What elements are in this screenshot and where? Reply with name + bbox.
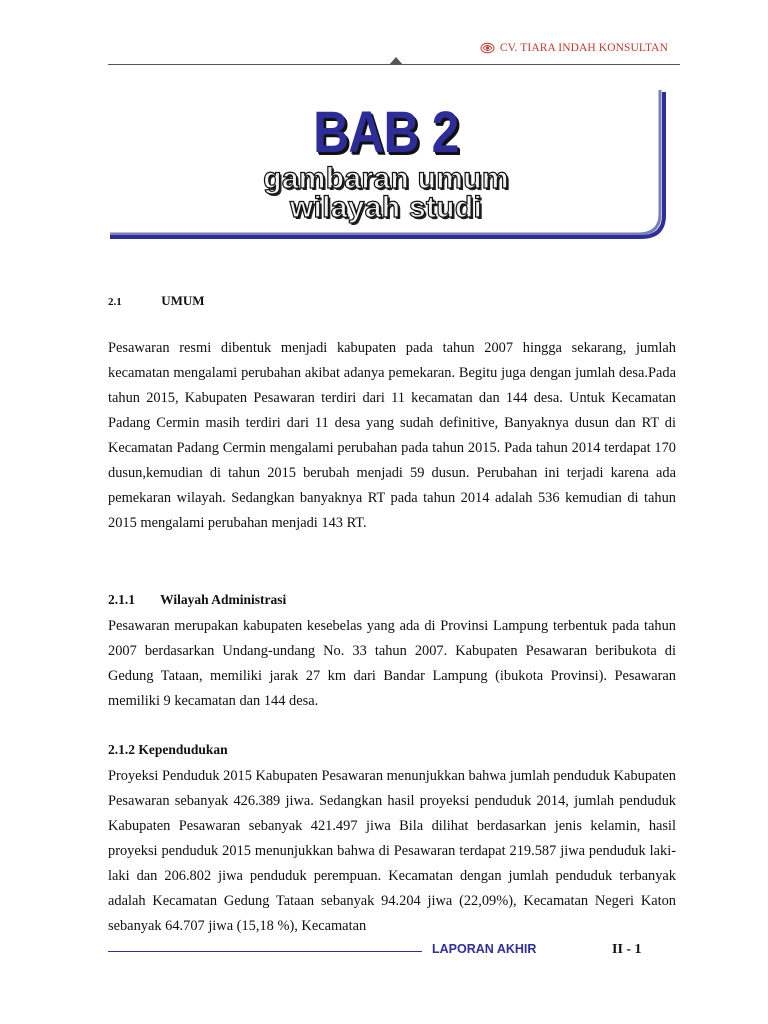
header-notch-icon bbox=[389, 57, 403, 65]
chapter-subtitle-line2: wilayah studi bbox=[289, 191, 483, 224]
section-heading bbox=[108, 293, 205, 309]
company-emblem-icon bbox=[480, 42, 495, 54]
subsection-paragraph-administrasi: Pesawaran merupakan kabupaten kesebelas yang ada di Provinsi Lampung terbentuk pada tahun 2007 berdasarkan Undang-undang No. 33 tahun 2007. Kabupaten Pesawaran beribukota di Gedung Tataan, memiliki jarak 27 km dari Bandar Lampung (ibukota Provinsi). Pesawaran memiliki 9 kecamatan dan 144 desa. bbox=[108, 618, 676, 709]
page-number: II - 1 bbox=[612, 942, 642, 957]
subsection-title: Wilayah Administrasi bbox=[160, 592, 287, 607]
section-title: UMUM bbox=[161, 293, 205, 308]
subsection-title: Kependudukan bbox=[138, 742, 228, 757]
footer-label: LAPORAN AKHIR bbox=[432, 942, 537, 956]
chapter-title: BAB 2 bbox=[313, 100, 459, 165]
subsection-heading-administrasi bbox=[108, 592, 286, 608]
header-company bbox=[480, 42, 668, 54]
footer-divider bbox=[108, 951, 422, 952]
subsection-number: 2.1.2 bbox=[108, 742, 135, 757]
section-paragraph: Pesawaran resmi dibentuk menjadi kabupaten pada tahun 2007 hingga sekarang, jumlah kecamatan mengalami perubahan akibat adanya pemekaran. Begitu juga dengan jumlah desa.Pada tahun 2015, Kabupaten Pesawaran terdiri dari 11 kecamatan dan 144 desa. Untuk Kecamatan Padang Cermin masih terdiri dari 11 desa yang sudah definitive, Banyaknya dusun dan RT di Kecamatan Padang Cermin mengalami perubahan pada tahun 2015. Pada tahun 2014 terdapat 170 dusun,kemudian di tahun 2015 berubah menjadi 59 dusun. Perubahan ini terjadi karena ada pemekaran wilayah. Sedangkan banyaknya RT pada tahun 2014 adalah 536 kemudian di tahun 2015 mengalami perubahan menjadi 143 RT. bbox=[108, 340, 676, 531]
subsection-number: 2.1.1 bbox=[108, 592, 135, 607]
company-name: CV. TIARA INDAH KONSULTAN bbox=[499, 42, 668, 54]
subsection-heading-kependudukan bbox=[108, 742, 228, 758]
chapter-subtitle-line1: gambaran umum bbox=[263, 162, 509, 195]
section-number: 2.1 bbox=[108, 296, 122, 308]
subsection-paragraph-kependudukan: Proyeksi Penduduk 2015 Kabupaten Pesawaran menunjukkan bahwa jumlah penduduk Kabupaten Pesawaran sebanyak 426.389 jiwa. Sedangkan hasil proyeksi penduduk 2014, jumlah penduduk Kabupaten Pesawaran sebanyak 421.497 jiwa Bila dilihat berdasarkan jenis kelamin, hasil proyeksi penduduk 2015 menunjukkan bahwa di Pesawaran terdapat 219.587 jiwa penduduk laki-laki dan 206.802 jiwa penduduk perempuan. Kecamatan dengan jumlah penduduk terbanyak adalah Kecamatan Gedung Tataan sebanyak 94.204 jiwa (22,09%), Kecamatan Negeri Katon sebanyak 64.707 jiwa (15,18 %), Kecamatan bbox=[108, 768, 676, 934]
